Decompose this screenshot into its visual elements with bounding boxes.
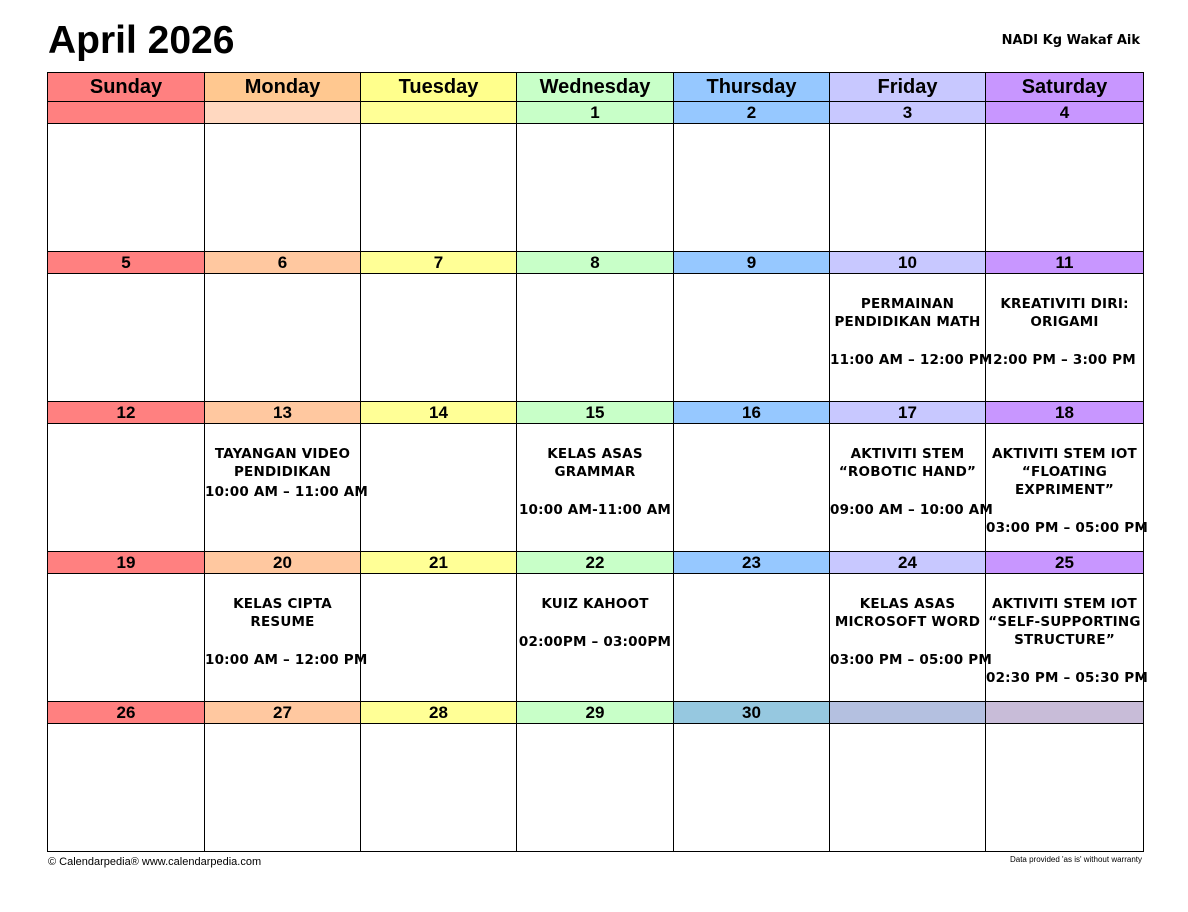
date-number: 20 <box>205 552 361 574</box>
event <box>986 445 1148 537</box>
date-number <box>830 702 986 724</box>
weekday-header: Sunday <box>48 73 205 102</box>
date-number-row <box>48 702 1144 724</box>
day-cell <box>361 724 517 852</box>
event <box>205 445 369 501</box>
day-cell <box>986 574 1148 702</box>
event <box>986 295 1143 369</box>
event-title: RESUME <box>250 614 315 630</box>
date-number: 5 <box>48 252 205 274</box>
day-cell <box>205 124 361 252</box>
date-number: 3 <box>830 102 986 124</box>
event-time: 03:00 PM – 05:00 PM <box>986 520 1148 536</box>
disclaimer-footer: Data provided 'as is' without warranty <box>1009 855 1142 864</box>
event <box>517 595 673 651</box>
day-cell <box>48 274 205 402</box>
date-number: 19 <box>48 552 205 574</box>
event-title: PENDIDIKAN MATH <box>834 314 981 330</box>
date-number: 7 <box>361 252 517 274</box>
day-cell <box>986 424 1148 552</box>
week-row <box>48 124 1144 252</box>
date-number: 21 <box>361 552 517 574</box>
date-number: 9 <box>674 252 830 274</box>
event-time: 03:00 PM – 05:00 PM <box>830 652 992 668</box>
date-number: 18 <box>986 402 1144 424</box>
event-time: 02:00PM – 03:00PM <box>518 634 672 650</box>
day-cell <box>674 724 830 852</box>
event-title: KUIZ KAHOOT <box>541 596 649 612</box>
date-number: 4 <box>986 102 1144 124</box>
week-row <box>48 274 1144 402</box>
event-title: “SELF-SUPPORTING <box>988 614 1141 630</box>
event-title: AKTIVITI STEM IOT <box>992 446 1137 462</box>
weekday-header: Tuesday <box>361 73 517 102</box>
event-title: “FLOATING <box>1021 464 1108 480</box>
date-number-row <box>48 252 1144 274</box>
day-cell <box>517 124 674 252</box>
date-number <box>361 102 517 124</box>
day-cell <box>830 274 993 402</box>
week-row <box>48 424 1144 552</box>
date-number: 1 <box>517 102 674 124</box>
date-number: 29 <box>517 702 674 724</box>
date-number: 10 <box>830 252 986 274</box>
date-number: 14 <box>361 402 517 424</box>
weekday-header: Thursday <box>674 73 830 102</box>
weekday-header: Wednesday <box>517 73 674 102</box>
event-title: TAYANGAN VIDEO <box>214 446 351 462</box>
date-number-row <box>48 402 1144 424</box>
day-cell <box>986 124 1144 252</box>
date-number: 11 <box>986 252 1144 274</box>
date-number <box>48 102 205 124</box>
weekday-header-row <box>48 73 1144 102</box>
day-cell <box>674 424 830 552</box>
date-number: 27 <box>205 702 361 724</box>
date-number-row <box>48 102 1144 124</box>
event <box>830 295 993 369</box>
week-row <box>48 724 1144 852</box>
date-number: 28 <box>361 702 517 724</box>
date-number: 2 <box>674 102 830 124</box>
event-title: STRUCTURE” <box>1014 632 1115 648</box>
event-time: 10:00 AM – 12:00 PM <box>205 652 368 668</box>
date-number: 16 <box>674 402 830 424</box>
day-cell <box>517 724 674 852</box>
day-cell <box>361 274 517 402</box>
organization-name: NADI Kg Wakaf Aik <box>1001 33 1140 48</box>
copyright-footer: © Calendarpedia® www.calendarpedia.com <box>48 856 262 868</box>
day-cell <box>830 124 986 252</box>
day-cell <box>986 724 1144 852</box>
date-number: 22 <box>517 552 674 574</box>
day-cell <box>205 724 361 852</box>
event-title: GRAMMAR <box>554 464 636 480</box>
weekday-header: Friday <box>830 73 986 102</box>
event-title: PERMAINAN <box>860 296 955 312</box>
date-number: 24 <box>830 552 986 574</box>
event-title: KELAS CIPTA <box>233 596 332 612</box>
date-number: 17 <box>830 402 986 424</box>
event-title: EXPRIMENT” <box>1015 482 1114 498</box>
event-title: AKTIVITI STEM IOT <box>992 596 1137 612</box>
event <box>986 595 1148 687</box>
week-row <box>48 574 1144 702</box>
event-time: 02:30 PM – 05:30 PM <box>986 670 1148 686</box>
event-title: KREATIVITI DIRI: <box>1000 296 1129 312</box>
event-time: 10:00 AM – 11:00 AM <box>205 484 369 500</box>
date-number: 6 <box>205 252 361 274</box>
event-title: ORIGAMI <box>1030 314 1099 330</box>
event <box>830 445 994 519</box>
date-number: 8 <box>517 252 674 274</box>
day-cell <box>48 424 205 552</box>
day-cell <box>361 574 517 702</box>
event <box>517 445 673 519</box>
weekday-header: Monday <box>205 73 361 102</box>
date-number: 30 <box>674 702 830 724</box>
date-number <box>986 702 1144 724</box>
day-cell <box>517 574 674 702</box>
day-cell <box>48 574 205 702</box>
date-number: 26 <box>48 702 205 724</box>
event-time: 2:00 PM – 3:00 PM <box>993 352 1136 368</box>
event-title: KELAS ASAS <box>547 446 643 462</box>
day-cell <box>830 424 994 552</box>
day-cell <box>830 724 986 852</box>
day-cell <box>986 274 1144 402</box>
event-title: AKTIVITI STEM <box>850 446 965 462</box>
day-cell <box>517 424 674 552</box>
day-cell <box>48 124 205 252</box>
event-time: 09:00 AM – 10:00 AM <box>830 502 994 518</box>
day-cell <box>674 124 830 252</box>
date-number: 25 <box>986 552 1144 574</box>
event-title: PENDIDIKAN <box>233 464 332 480</box>
event <box>205 595 368 669</box>
day-cell <box>205 274 361 402</box>
date-number: 15 <box>517 402 674 424</box>
date-number: 13 <box>205 402 361 424</box>
event-title: MICROSOFT WORD <box>834 614 981 630</box>
weekday-header: Saturday <box>986 73 1144 102</box>
calendar-grid <box>47 72 1148 852</box>
day-cell <box>517 274 674 402</box>
day-cell <box>361 124 517 252</box>
page-title: April 2026 <box>48 19 235 62</box>
day-cell <box>205 424 369 552</box>
date-number-row <box>48 552 1144 574</box>
day-cell <box>674 574 830 702</box>
day-cell <box>674 274 830 402</box>
event-title: “ROBOTIC HAND” <box>838 464 977 480</box>
day-cell <box>48 724 205 852</box>
event-title: KELAS ASAS <box>859 596 956 612</box>
day-cell <box>205 574 368 702</box>
event <box>830 595 992 669</box>
event-time: 10:00 AM-11:00 AM <box>518 502 672 518</box>
date-number: 12 <box>48 402 205 424</box>
day-cell <box>361 424 517 552</box>
date-number: 23 <box>674 552 830 574</box>
date-number <box>205 102 361 124</box>
day-cell <box>830 574 992 702</box>
event-time: 11:00 AM – 12:00 PM <box>830 352 993 368</box>
